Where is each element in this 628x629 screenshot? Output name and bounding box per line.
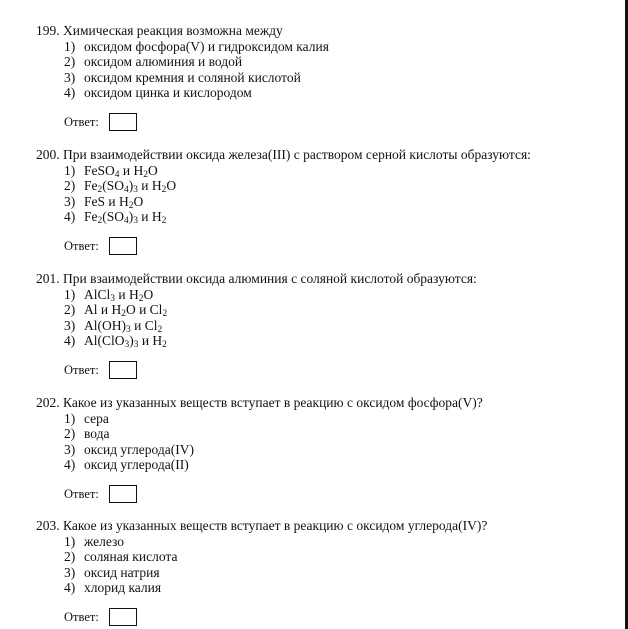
answer-box[interactable] xyxy=(109,361,137,379)
option: 3) $Al(OH)_3$ и $Cl_2$ xyxy=(64,317,163,335)
question-202 xyxy=(36,395,616,501)
option: 4) хлорид калия xyxy=(64,580,162,596)
answer-row xyxy=(64,237,137,255)
answer-row xyxy=(64,485,137,503)
option: 2) оксидом алюминия и водой xyxy=(64,54,243,70)
option: 2) соляная кислота xyxy=(64,549,178,565)
answer-box[interactable] xyxy=(109,113,137,131)
options-list xyxy=(64,411,616,473)
question-201 xyxy=(36,271,616,377)
options-list xyxy=(64,39,616,101)
question-199 xyxy=(36,23,616,129)
option: 1) сера xyxy=(64,411,109,426)
option: 2) вода xyxy=(64,426,110,442)
answer-row xyxy=(64,113,137,131)
answer-box[interactable] xyxy=(109,237,137,255)
option: 1) железо xyxy=(64,534,125,549)
option: 1) FeSO$_4$ и $H_2O$ xyxy=(64,163,158,180)
question-title: 202. Какое из указанных веществ вступает в реакцию с оксидом фосфора(V)? xyxy=(36,395,483,410)
option: 2) Al и $H_2O$ и $Cl_2$ xyxy=(64,302,168,320)
option: 1) оксидом фосфора(V) и гидроксидом калия xyxy=(64,39,329,54)
answer-row xyxy=(64,608,137,626)
option: 3) FeS и $H_2O$ xyxy=(64,193,144,211)
answer-label: Ответ: xyxy=(64,362,99,377)
answer-box[interactable] xyxy=(109,608,137,626)
option: 3) оксидом кремния и соляной кислотой xyxy=(64,69,301,85)
option: 3) оксид углерода(IV) xyxy=(64,441,194,457)
option: 4) оксидом цинка и кислородом xyxy=(64,85,252,101)
option: 2) $Fe_2(SO_4)_3$ и $H_2O$ xyxy=(64,178,177,196)
option: 1) AlCl$_3$ и $H_2O$ xyxy=(64,287,154,304)
answer-label: Ответ: xyxy=(64,238,99,253)
question-title: 199. Химическая реакция возможна между xyxy=(36,23,283,38)
option: 4) оксид углерода(II) xyxy=(64,457,189,473)
question-title: 201. При взаимодействии оксида алюминия с соляной кислотой образуются: xyxy=(36,271,477,286)
answer-label: Ответ: xyxy=(64,486,99,501)
option: 4) $Al(ClO_3)_3$ и $H_2$ xyxy=(64,333,167,351)
question-200 xyxy=(36,147,616,253)
options-list xyxy=(64,534,616,596)
answer-label: Ответ: xyxy=(64,609,99,624)
options-list xyxy=(64,287,616,349)
option: 4) $Fe_2(SO_4)_3$ и $H_2$ xyxy=(64,209,167,227)
answer-row xyxy=(64,361,137,379)
question-title: 203. Какое из указанных веществ вступает в реакцию с оксидом углерода(IV)? xyxy=(36,518,488,533)
answer-box[interactable] xyxy=(109,485,137,503)
answer-label: Ответ: xyxy=(64,114,99,129)
option: 3) оксид натрия xyxy=(64,564,160,580)
question-203 xyxy=(36,518,616,624)
question-title: 200. При взаимодействии оксида железа(III) с раствором серной кислоты образуются: xyxy=(36,147,531,162)
options-list xyxy=(64,163,616,225)
